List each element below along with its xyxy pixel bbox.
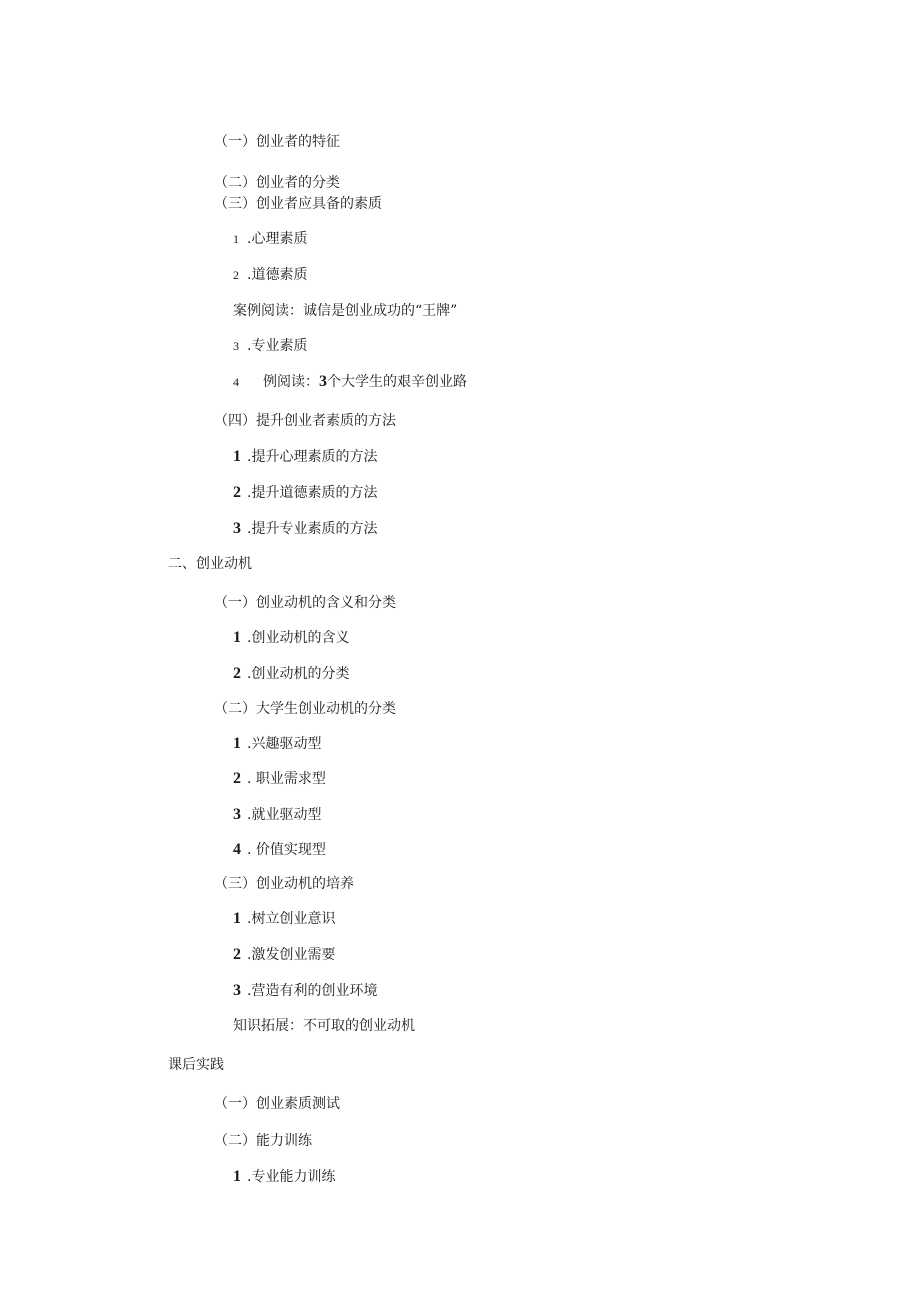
item-text: .提升专业素质的方法 [247,521,378,537]
item-text: .提升心理素质的方法 [247,449,378,465]
list-item [233,483,377,503]
item-text: .营造有利的创业环境 [247,983,378,999]
item-number: 3 [233,806,241,823]
item-text: .创业动机的分类 [247,666,350,682]
item-number: 1 [233,735,241,752]
item-number: 4 [233,375,239,389]
list-item [233,805,321,825]
list-item [233,229,307,249]
heading-ability-training: （二）能力训练 [214,1133,312,1149]
item-text: .心理素质 [247,231,308,247]
list-item [233,1167,335,1187]
item-number: 3 [233,339,239,353]
item-number: 2 [233,268,239,282]
heading-student-motivation: （二）大学生创业动机的分类 [214,701,396,717]
case-reading: 案例阅读：诚信是创业成功的“王牌” [233,303,458,319]
item-text: . 价值实现型 [247,842,326,858]
item-text: .创业动机的含义 [247,630,350,646]
list-item [233,519,377,539]
item-text: .专业能力训练 [247,1169,336,1185]
item-number: 3 [233,520,241,537]
item-number: 2 [233,665,241,682]
item-text: .就业驱动型 [247,807,322,823]
list-item [233,447,377,467]
item-number: 1 [233,448,241,465]
item-text: .道德素质 [247,267,308,283]
item-number: 4 [233,841,241,858]
item-number: 1 [233,232,239,246]
item-number: 1 [233,1168,241,1185]
item-text: .专业素质 [247,338,308,354]
list-item [233,628,349,648]
list-item [233,265,307,285]
list-item [233,945,335,965]
list-item [233,664,349,684]
heading-classification: （二）创业者的分类 [214,175,340,191]
heading-improve-methods: （四）提升创业者素质的方法 [214,413,396,429]
section-title-practice: 课后实践 [168,1057,224,1073]
item-text: .提升道德素质的方法 [247,485,378,501]
heading-motivation-cultivation: （三）创业动机的培养 [214,876,354,892]
item-text: .兴趣驱动型 [247,736,322,752]
list-item [233,909,335,929]
heading-qualities: （三）创业者应具备的素质 [214,196,382,212]
item-text-number: 3 [319,373,327,390]
item-number: 1 [233,629,241,646]
item-number: 3 [233,982,241,999]
item-number: 2 [233,946,241,963]
list-item [233,336,307,356]
item-number: 1 [233,910,241,927]
item-number: 2 [233,484,241,501]
heading-characteristics: （一）创业者的特征 [214,134,340,150]
item-number: 2 [233,770,241,787]
list-item [233,981,377,1001]
item-text: 个大学生的艰辛创业路 [327,374,467,390]
list-item [233,840,326,860]
list-item [233,372,467,392]
item-text: .激发创业需要 [247,947,336,963]
heading-motivation-meaning: （一）创业动机的含义和分类 [214,595,396,611]
item-text: .树立创业意识 [247,911,336,927]
section-title-motivation: 二、创业动机 [168,556,252,572]
knowledge-extension: 知识拓展：不可取的创业动机 [233,1018,415,1034]
item-text: 例阅读： [263,374,319,390]
heading-quality-test: （一）创业素质测试 [214,1096,340,1112]
list-item [233,734,321,754]
item-text: . 职业需求型 [247,771,326,787]
list-item [233,769,326,789]
